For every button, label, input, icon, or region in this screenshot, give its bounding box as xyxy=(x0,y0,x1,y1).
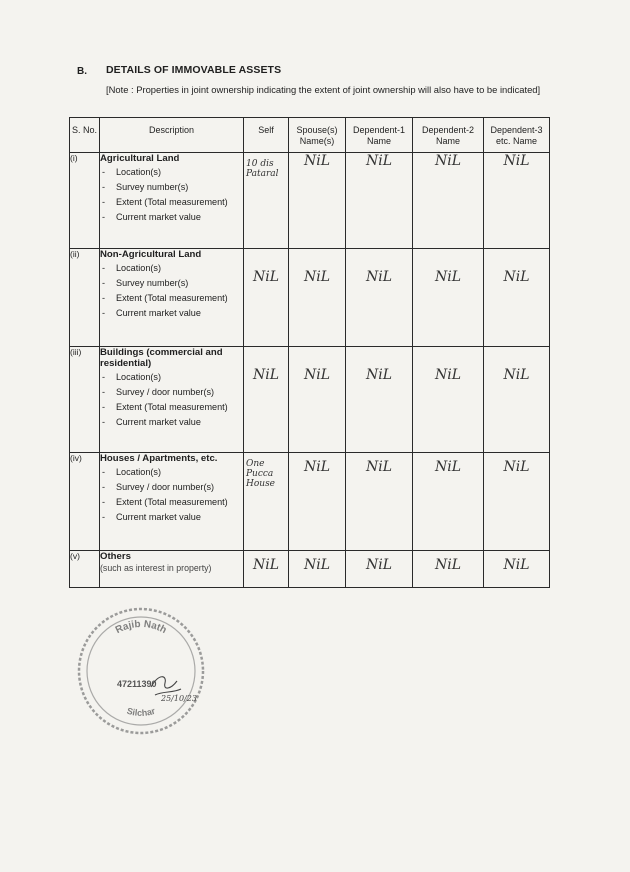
cell-dependent-2: NiL xyxy=(413,153,484,249)
list-item: - Location(s) xyxy=(100,263,243,274)
row-sno: (iii) xyxy=(70,347,100,453)
header-dependent-1: Dependent-1 Name xyxy=(346,118,413,153)
list-item: - Current market value xyxy=(100,512,243,523)
list-item: - Current market value xyxy=(100,212,243,223)
cell-dependent-3: NiL xyxy=(484,249,550,347)
row-subcategory: (such as interest in property) xyxy=(100,563,212,573)
cell-dependent-1: NiL xyxy=(346,153,413,249)
cell-self: NiL xyxy=(244,347,289,453)
list-item: - Location(s) xyxy=(100,372,243,383)
cell-dependent-3: NiL xyxy=(484,453,550,551)
header-spouse: Spouse(s) Name(s) xyxy=(289,118,346,153)
cell-spouse: NiL xyxy=(289,347,346,453)
cell-self: 10 dis Pataral xyxy=(244,153,289,249)
list-item: - Survey / door number(s) xyxy=(100,482,243,493)
section-letter: B. xyxy=(77,66,87,77)
row-category: Buildings (commercial and residential) xyxy=(100,347,223,369)
header-self: Self xyxy=(244,118,289,153)
cell-dependent-3: NiL xyxy=(484,347,550,453)
cell-dependent-1: NiL xyxy=(346,249,413,347)
row-sno: (v) xyxy=(70,551,100,588)
svg-text:Rajib Nath: Rajib Nath xyxy=(113,618,169,637)
table-row xyxy=(70,249,550,347)
cell-dependent-2: NiL xyxy=(413,347,484,453)
header-dependent-2: Dependent-2 Name xyxy=(413,118,484,153)
table-row xyxy=(70,551,550,588)
row-description xyxy=(100,453,244,551)
list-item: - Extent (Total measurement) xyxy=(100,402,243,413)
list-item: - Extent (Total measurement) xyxy=(100,197,243,208)
table-header-row xyxy=(70,118,550,153)
list-item: - Extent (Total measurement) xyxy=(100,293,243,304)
cell-spouse: NiL xyxy=(289,551,346,588)
cell-dependent-2: NiL xyxy=(413,249,484,347)
row-description xyxy=(100,249,244,347)
list-item: - Current market value xyxy=(100,308,243,319)
official-seal-stamp xyxy=(73,603,208,738)
header-description: Description xyxy=(100,118,244,153)
cell-spouse: NiL xyxy=(289,153,346,249)
row-category: Others xyxy=(100,551,131,562)
list-item: - Survey number(s) xyxy=(100,278,243,289)
cell-spouse: NiL xyxy=(289,249,346,347)
row-category: Agricultural Land xyxy=(100,153,180,164)
cell-dependent-1: NiL xyxy=(346,347,413,453)
table-row xyxy=(70,347,550,453)
row-sno: (ii) xyxy=(70,249,100,347)
cell-self: NiL xyxy=(244,249,289,347)
cell-dependent-2: NiL xyxy=(413,453,484,551)
svg-text:47211390: 47211390 xyxy=(117,679,157,689)
svg-text:25/10/23: 25/10/23 xyxy=(161,694,197,703)
list-item: - Survey number(s) xyxy=(100,182,243,193)
table-row xyxy=(70,153,550,249)
list-item: - Extent (Total measurement) xyxy=(100,497,243,508)
list-item: - Current market value xyxy=(100,417,243,428)
immovable-assets-table xyxy=(69,117,550,588)
row-description xyxy=(100,551,244,588)
row-sno: (iv) xyxy=(70,453,100,551)
cell-dependent-1: NiL xyxy=(346,453,413,551)
list-item: - Location(s) xyxy=(100,167,243,178)
section-title: DETAILS OF IMMOVABLE ASSETS xyxy=(106,64,282,76)
svg-text:Silchar: Silchar xyxy=(125,705,157,718)
cell-self: One Pucca House xyxy=(244,453,289,551)
cell-dependent-3: NiL xyxy=(484,551,550,588)
section-note: [Note : Properties in joint ownership indicating the extent of joint ownership will also have to be indicated] xyxy=(106,84,541,95)
cell-dependent-2: NiL xyxy=(413,551,484,588)
row-sno: (i) xyxy=(70,153,100,249)
row-description xyxy=(100,347,244,453)
row-category: Non-Agricultural Land xyxy=(100,249,202,260)
table-row xyxy=(70,453,550,551)
cell-dependent-3: NiL xyxy=(484,153,550,249)
list-item: - Survey / door number(s) xyxy=(100,387,243,398)
cell-self: NiL xyxy=(244,551,289,588)
cell-spouse: NiL xyxy=(289,453,346,551)
list-item: - Location(s) xyxy=(100,467,243,478)
row-description xyxy=(100,153,244,249)
header-sno: S. No. xyxy=(70,118,100,153)
cell-dependent-1: NiL xyxy=(346,551,413,588)
header-dependent-3: Dependent-3 etc. Name xyxy=(484,118,550,153)
row-category: Houses / Apartments, etc. xyxy=(100,453,218,464)
